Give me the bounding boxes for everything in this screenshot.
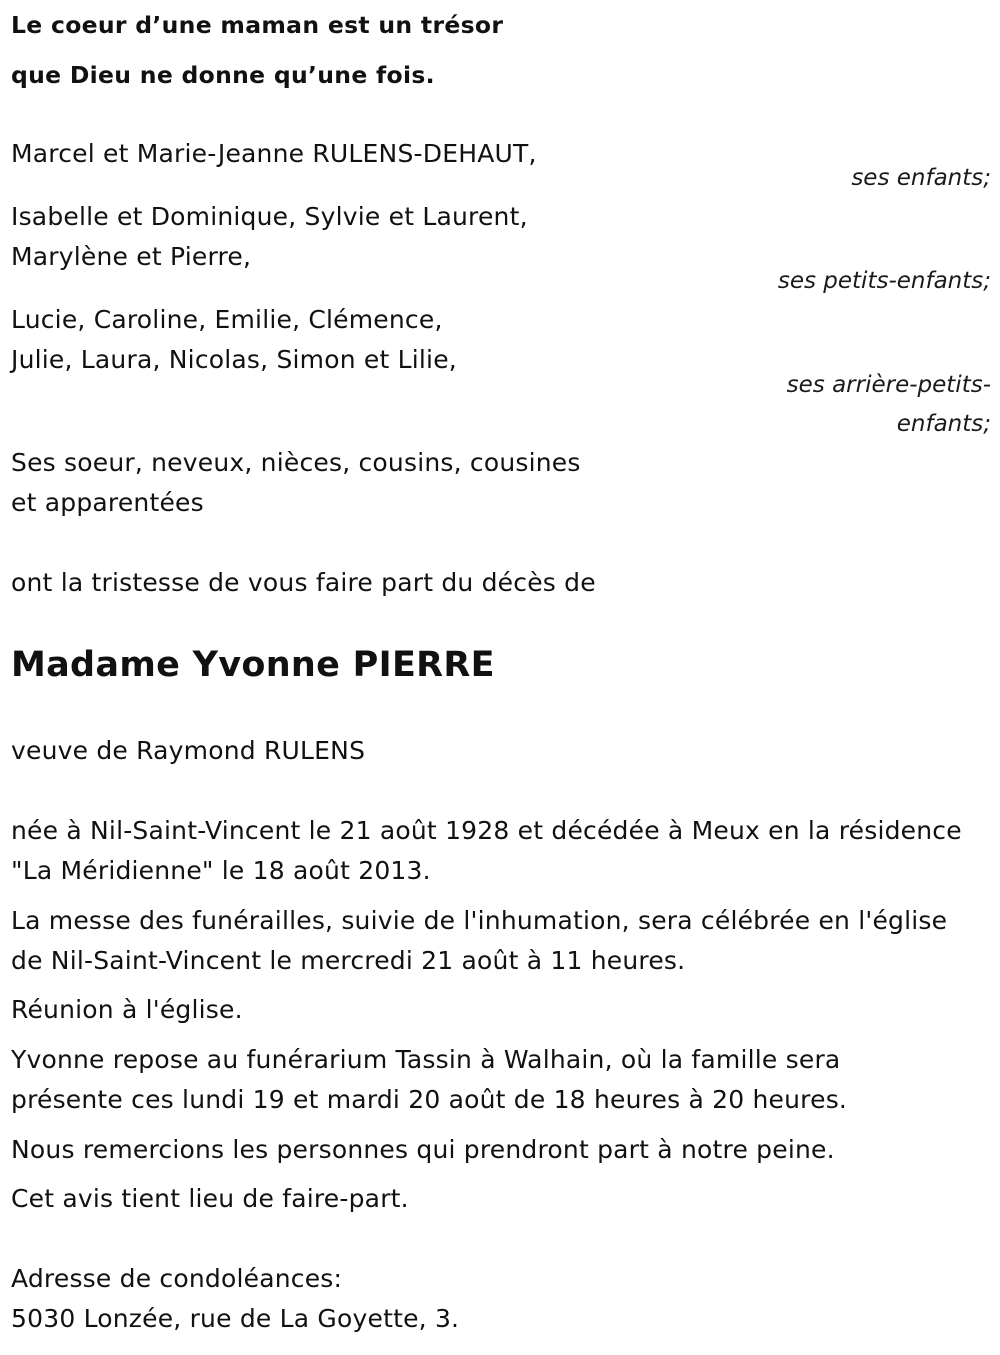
widow-of: veuve de Raymond RULENS [11,736,366,765]
children-role: ses enfants; [851,165,991,191]
condolences-address: 5030 Lonzée, rue de La Goyette, 3. [11,1304,460,1333]
visitation-line-2: présente ces lundi 19 et mardi 20 août de 18 heures à 20 heures. [11,1085,848,1114]
greatgrandchildren-role-line-1: ses arrière-petits- [786,372,991,398]
others-line-2: et apparentées [11,488,204,517]
birth-death-line-2: "La Méridienne" le 18 août 2013. [11,856,431,885]
birth-death-line-1: née à Nil-Saint-Vincent le 21 août 1928 et décédée à Meux en la résidence [11,816,962,845]
notice-text: Cet avis tient lieu de faire-part. [11,1184,409,1213]
announcement-text: ont la tristesse de vous faire part du décès de [11,568,596,597]
epigraph-line-2: que Dieu ne donne qu’une fois. [11,61,435,89]
funeral-mass-line-2: de Nil-Saint-Vincent le mercredi 21 août à 11 heures. [11,946,686,975]
others-line-1: Ses soeur, neveux, nièces, cousins, cousines [11,448,581,477]
greatgrandchildren-role-line-2: enfants; [896,411,991,437]
meeting-text: Réunion à l'église. [11,995,243,1024]
epigraph-line-1: Le coeur d’une maman est un trésor [11,11,504,39]
greatgrandchildren-line-1: Lucie, Caroline, Emilie, Clémence, [11,305,443,334]
greatgrandchildren-line-2: Julie, Laura, Nicolas, Simon et Lilie, [11,345,457,374]
grandchildren-role: ses petits-enfants; [777,268,991,294]
funeral-mass-line-1: La messe des funérailles, suivie de l'inhumation, sera célébrée en l'église [11,906,948,935]
grandchildren-line-2: Marylène et Pierre, [11,242,252,271]
thanks-text: Nous remercions les personnes qui prendront part à notre peine. [11,1135,835,1164]
grandchildren-line-1: Isabelle et Dominique, Sylvie et Laurent, [11,202,528,231]
visitation-line-1: Yvonne repose au funérarium Tassin à Walhain, où la famille sera [11,1045,841,1074]
children-names: Marcel et Marie-Jeanne RULENS-DEHAUT, [11,139,537,168]
condolences-label: Adresse de condoléances: [11,1264,343,1293]
deceased-name: Madame Yvonne PIERRE [11,645,495,685]
